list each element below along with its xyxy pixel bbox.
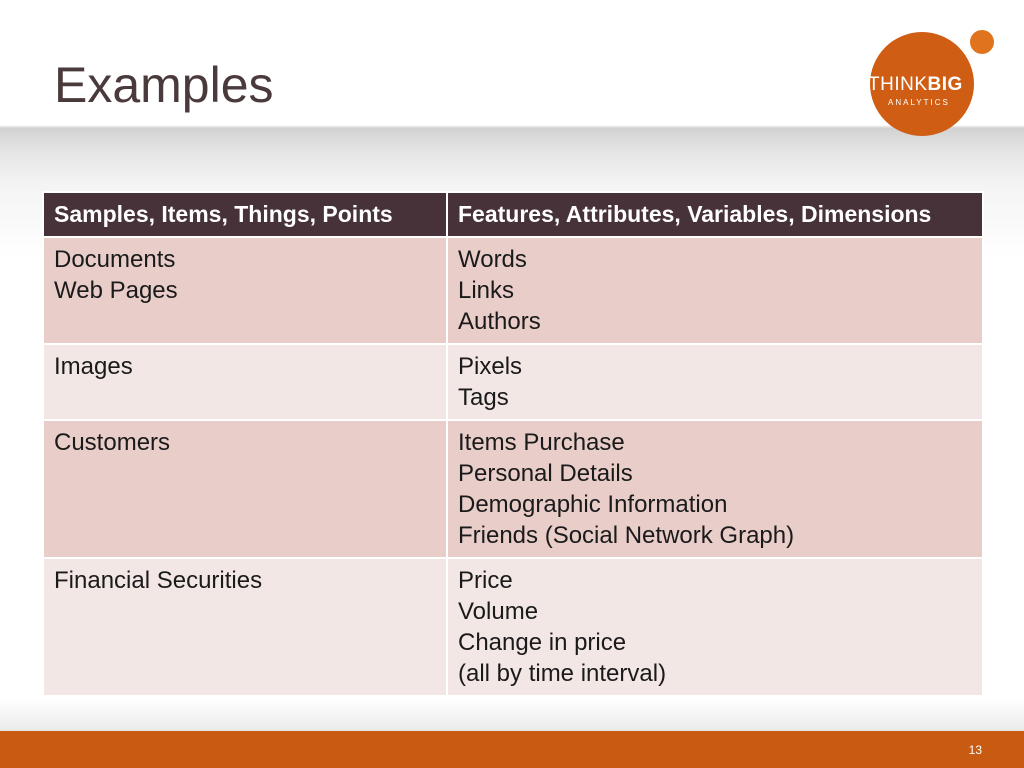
column-header-samples: Samples, Items, Things, Points	[43, 192, 447, 237]
cell-line: Friends (Social Network Graph)	[458, 522, 795, 549]
cell-line: Authors	[458, 308, 541, 335]
examples-table	[42, 191, 984, 697]
table-header-row	[43, 192, 983, 237]
page-number: 13	[968, 743, 982, 757]
cell-line: Images	[54, 353, 133, 380]
table-cell-sample	[43, 237, 447, 344]
column-header-features: Features, Attributes, Variables, Dimensions	[447, 192, 983, 237]
table-cell-sample	[43, 420, 447, 558]
table-cell-features	[447, 237, 983, 344]
cell-line: Volume	[458, 598, 539, 625]
cell-line: Personal Details	[458, 460, 633, 487]
table-row	[43, 237, 983, 344]
cell-line: (all by time interval)	[458, 660, 667, 687]
table-cell-features	[447, 344, 983, 420]
logo-wordmark: THINKBIG	[868, 74, 963, 95]
cell-line: Words	[458, 246, 527, 273]
cell-line: Financial Securities	[54, 567, 263, 594]
table-row	[43, 420, 983, 558]
cell-line: Tags	[458, 384, 509, 411]
cell-line: Items Purchase	[458, 429, 625, 456]
slide-title: Examples	[54, 57, 274, 113]
thinkbig-logo	[868, 32, 976, 140]
table-row	[43, 558, 983, 696]
logo-dot	[970, 30, 994, 54]
table-row	[43, 344, 983, 420]
cell-line: Change in price	[458, 629, 627, 656]
cell-line: Web Pages	[54, 277, 178, 304]
table-cell-features	[447, 558, 983, 696]
cell-line: Customers	[54, 429, 171, 456]
table-cell-features	[447, 420, 983, 558]
cell-line: Links	[458, 277, 515, 304]
cell-line: Pixels	[458, 353, 523, 380]
table-cell-sample	[43, 558, 447, 696]
cell-line: Documents	[54, 246, 176, 273]
logo-subtitle: ANALYTICS	[888, 98, 950, 107]
footer-bar	[0, 731, 1024, 768]
cell-line: Price	[458, 567, 513, 594]
cell-line: Demographic Information	[458, 491, 728, 518]
table-cell-sample	[43, 344, 447, 420]
